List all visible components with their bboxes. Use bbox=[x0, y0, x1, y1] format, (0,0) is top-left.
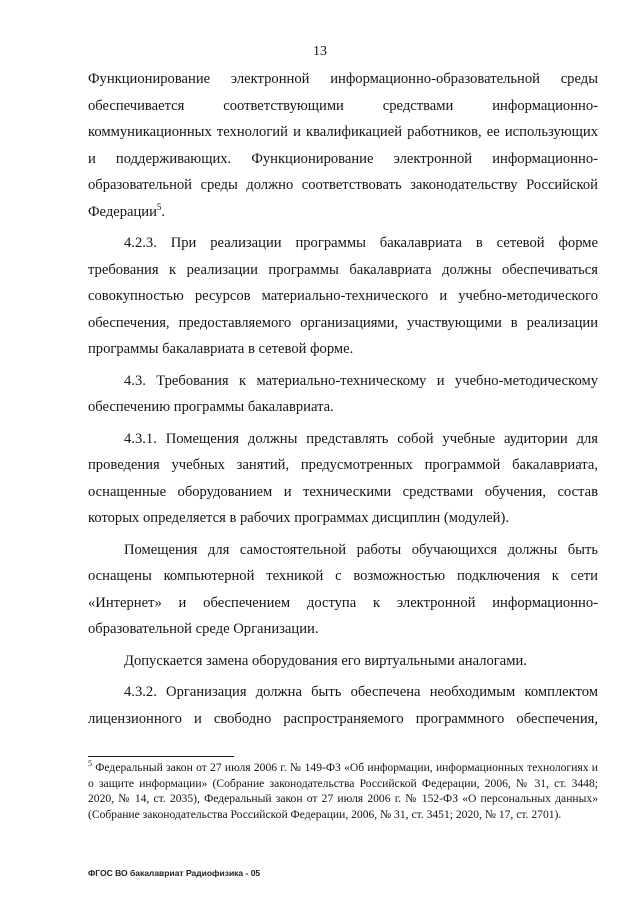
paragraph-eios-functioning bbox=[88, 66, 598, 225]
footnote bbox=[88, 760, 598, 822]
page-footer: ФГОС ВО бакалавриат Радиофизика - 05 bbox=[88, 868, 261, 878]
paragraph-4-3-1: 4.3.1. Помещения должны представлять собой учебные аудитории для проведения учебных занятий, предусмотренных программой бакалавриата, оснащенные оборудованием и техническими средствами обучения, состав которых определяется в рабочих программах дисциплин (модулей). bbox=[88, 430, 598, 526]
paragraph-virtual-analogs: Допускается замена оборудования его виртуальными аналогами. bbox=[124, 652, 527, 669]
page-number: 13 bbox=[313, 44, 327, 59]
paragraph-4-2-3: 4.2.3. При реализации программы бакалавриата в сетевой форме требования к реализации программы бакалавриата должны обеспечиваться совокупностью ресурсов материально-технического и учебно-методического обеспечения, предоставляемого организациями, участвующими в реализации программы бакалавриата в сетевой форме. bbox=[88, 235, 598, 357]
footnote-text: Федеральный закон от 27 июля 2006 г. № 149-ФЗ «Об информации, информационных технологиях и о защите информации» (Собрание законодательства Российской Федерации, 2006, № 31, ст. 3448; 2020, № 14, ст. 2035), Федеральный закон от 27 июля 2006 г. № 152-ФЗ «О персональных данных» (Собрание законодательства Российской Федерации, 2006, № 31, ст. 3451; 2020, № 17, ст. 2701). bbox=[88, 761, 598, 821]
footnote-reference: 5 bbox=[156, 201, 162, 212]
footnote-marker: 5 bbox=[88, 759, 92, 769]
paragraph-self-study-rooms: Помещения для самостоятельной работы обучающихся должны быть оснащены компьютерной техникой с возможностью подключения к сети «Интернет» и обеспечением доступа к электронной информационно-образовательной среде Организации. bbox=[88, 541, 598, 637]
paragraph-text: Функционирование электронной информационно-образовательной среды обеспечивается соответствующими средствами информационно-коммуникационных технологий и квалификацией работников, ее использующих и поддерживающих. Функционирование электронной информационно-образовательной среды должно соответствовать законодательству Российской Федерации bbox=[88, 71, 598, 220]
body-text bbox=[88, 66, 598, 737]
paragraph-end-punct: . bbox=[161, 203, 166, 220]
paragraph-4-3-2: 4.3.2. Организация должна быть обеспечена необходимым комплектом лицензионного и свободно распространяемого программного обеспечения, bbox=[88, 684, 598, 727]
paragraph-4-3: 4.3. Требования к материально-техническому и учебно-методическому обеспечению программы бакалавриата. bbox=[88, 372, 598, 415]
footnote-separator bbox=[88, 756, 234, 757]
